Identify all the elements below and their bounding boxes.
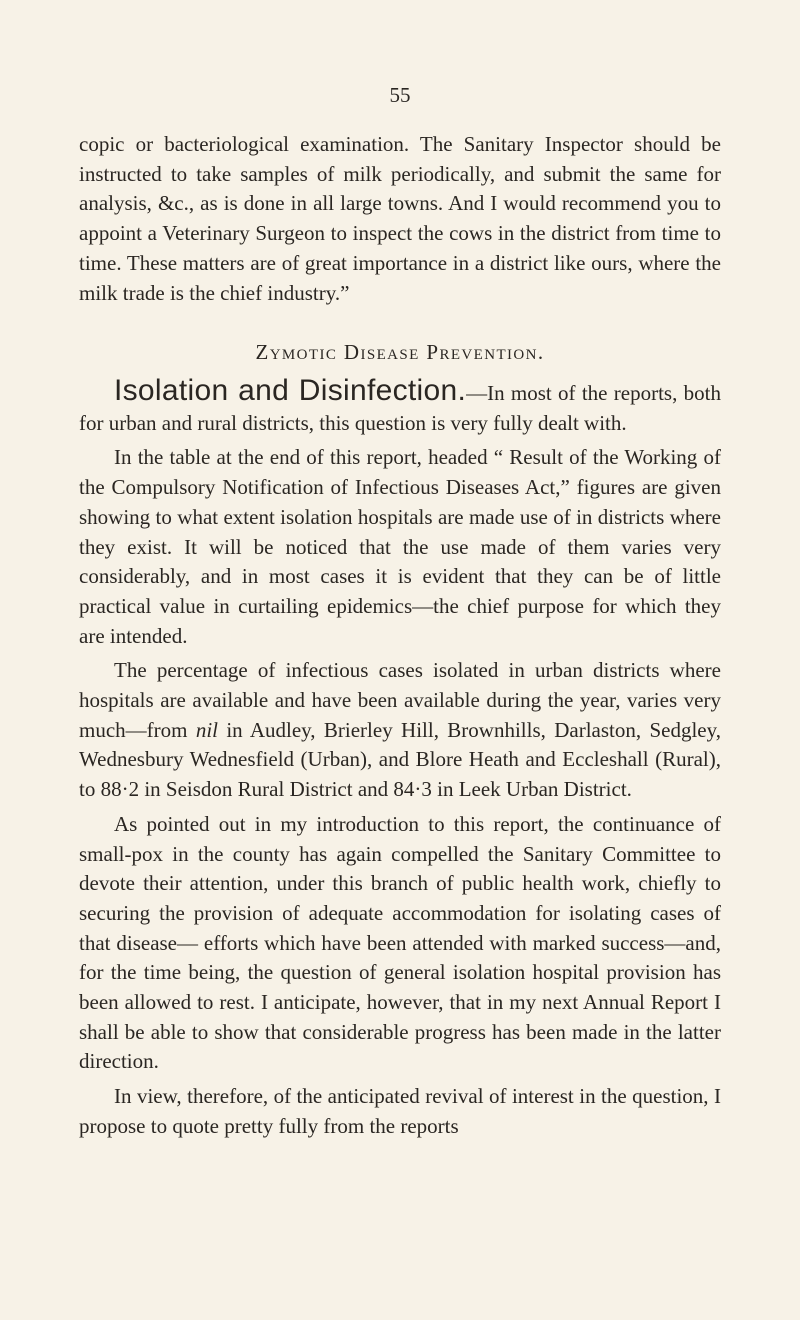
- percentage-italic-word: nil: [195, 717, 218, 742]
- main-text-block: [79, 376, 721, 1142]
- intro-paragraph: copic or bacteriological examination. The Sanitary Inspector should be instructed to take samples of milk periodically, and submit the same for analysis, &c., as is done in all large towns. And I would recommend you to appoint a Veterinary Surgeon to inspect the cows in the district from time to time. These matters are of great importance in a district like ours, where the milk trade is the chief industry.”: [79, 132, 721, 305]
- smallpox-paragraph: As pointed out in my introduction to this report, the continuance of small-pox in the county has again compelled the Sanitary Committee to devote their attention, under this branch of public health work, chiefly to securing the provision of adequate accommodation for isolating cases of that disease— efforts which have been attended with marked success—and, for the time being, the question of general isolation hospital provision has been allowed to rest. I anticipate, however, that in my next Annual Report I shall be able to show that considerable progress has been made in the latter direction.: [79, 811, 721, 1074]
- percentage-text-before: The percentage of infectious cases isolated in urban districts where hospitals are available and have been available during the year, varies very much—from: [79, 658, 721, 742]
- intro-block: [79, 130, 721, 308]
- table-paragraph: In the table at the end of this report, headed “ Result of the Working of the Compulsory Notification of Infectious Diseases Act,” figures are given showing to what extent isolation hospitals are made use of in districts where they exist. It will be noticed that the use made of them varies very considerably, and in most cases it is evident that they can be of little practical value in curtailing epidemics—the chief purpose for which they are intended.: [79, 445, 721, 648]
- isolation-paragraph: [79, 376, 721, 438]
- isolation-dash: —: [466, 381, 488, 405]
- isolation-text: In most of the reports, both for urban and rural districts, this question is very fully dealt with.: [79, 381, 721, 435]
- final-paragraph: In view, therefore, of the anticipated revival of interest in the question, I propose to quote pretty fully from the reports: [79, 1084, 721, 1138]
- section-heading: Zymotic Disease Prevention.: [255, 340, 545, 364]
- percentage-text-after: in Audley, Brierley Hill, Brownhills, Darlaston, Sedgley, Wednesbury Wednesfield (Urban), and Blore Heath and Eccleshall (Rural), to 88·2 in Seisdon Rural District and 84·3 in Leek Urban District.: [79, 717, 721, 802]
- isolation-subheading: Isolation and Disinfection.: [114, 374, 467, 407]
- page-number: 55: [389, 83, 411, 107]
- percentage-paragraph: [79, 656, 721, 805]
